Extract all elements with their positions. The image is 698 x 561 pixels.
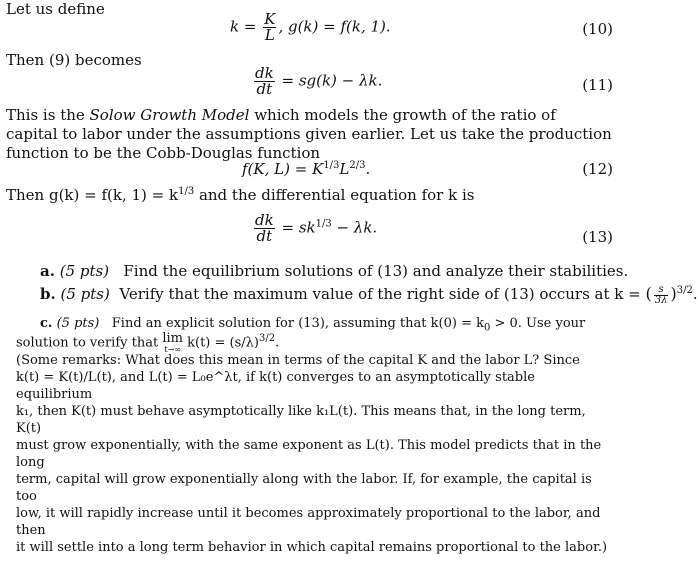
remarks-line-4: must grow exponentially, with the same exponent as L(t). This model predicts that in the long [16, 438, 602, 470]
para1-pre: This is the [6, 106, 90, 124]
equation-13 [252, 213, 377, 244]
eq12-body: f(K, L) = K [242, 160, 324, 178]
item-b-fraction [654, 285, 669, 306]
then-9-line: Then (9) becomes [6, 51, 142, 69]
item-c [40, 316, 585, 334]
item-c-sup: 3/2 [258, 333, 276, 344]
item-c-text: Find an explicit solution for (13), assuming that k(0) = k [111, 316, 484, 331]
limit-operator [162, 333, 183, 354]
eq13-frac-den: dt [254, 228, 275, 244]
lim-subscript: t→∞ [164, 345, 181, 354]
equation-11 [252, 66, 382, 97]
item-b: b. (5 pts) Verify that the maximum value of the right side of (13) occurs at k = ( $\frac{s}{3\lambda}$ )$^{3/2}$. [40, 283, 698, 306]
remarks-line-6: low, it will rapidly increase until it becomes approximately proportional to the labor, and then [16, 506, 601, 538]
eq12-mid: L [339, 160, 350, 178]
equation-12 [242, 160, 370, 178]
item-c-end: . [275, 335, 280, 351]
then-gk-line [6, 186, 474, 204]
eq12-sup1: 1/3 [323, 160, 340, 171]
item-c-text2: > 0. Use your [490, 316, 586, 331]
item-c-line2 [16, 333, 279, 354]
eq13-rhs-post: − λk. [331, 218, 378, 237]
lim-word: lim [162, 331, 183, 346]
item-c-line2-post: k(t) = (s/λ) [183, 335, 259, 351]
eq10-lhs: k = [230, 17, 257, 36]
item-b-frac-den: 3λ [654, 294, 668, 306]
eq12-number: (12) [582, 160, 613, 178]
eq10-fraction [263, 12, 276, 43]
eq12-sup2: 2/3 [349, 160, 366, 171]
equation-10 [230, 12, 391, 43]
eq11-fraction [254, 66, 275, 97]
remarks-block [16, 352, 614, 556]
solow-paragraph [6, 106, 612, 163]
eq11-rhs: = sg(k) − λk. [281, 71, 383, 90]
eq13-fraction [254, 213, 275, 244]
eq13-number: (13) [582, 228, 613, 246]
para1-post: which models the growth of the ratio of capital to labor under the assumptions given earlier. Let us take the production function to be the Cobb-Douglas function [6, 106, 612, 162]
line3-post: and the differential equation for k is [194, 186, 475, 204]
eq10-frac-num: K [264, 10, 276, 28]
eq11-frac-den: dt [254, 81, 275, 97]
line3-sup: 1/3 [178, 186, 195, 197]
item-c-sub: 0 [483, 322, 491, 334]
remarks-line-5: term, capital will grow exponentially along with the labor. If, for example, the capital is too [16, 472, 592, 504]
eq10-number: (10) [582, 20, 613, 38]
remarks-line-1: (Some remarks: What does this mean in terms of the capital K and the labor L? Since [16, 353, 580, 368]
eq10-rhs: , g(k) = f(k, 1). [278, 17, 391, 36]
item-a [40, 262, 628, 280]
remarks-line-3: k₁, then K(t) must behave asymptotically like k₁L(t). This means that, in the long term, K(t) [16, 404, 586, 436]
remarks-line-2: k(t) = K(t)/L(t), and L(t) = L₀e^λt, if k(t) converges to an asymptotically stable equilibrium [16, 370, 535, 402]
item-c-label: c. [40, 316, 53, 331]
para1-emphasis: Solow Growth Model [89, 106, 250, 124]
intro-line: Let us define [6, 0, 105, 18]
item-b-end: . [692, 285, 698, 303]
eq10-frac-den: L [264, 26, 275, 44]
item-a-text: Find the equilibrium solutions of (13) and analyze their stabilities. [123, 262, 629, 280]
eq13-frac-num: dk [255, 211, 274, 229]
item-b-label: b. [40, 285, 56, 303]
item-b-sup: 3/2 [676, 285, 693, 296]
item-c-line2-pre: solution to verify that [16, 335, 159, 351]
eq11-number: (11) [582, 76, 613, 94]
item-b-text: Verify that the maximum value of the right side of (13) occurs at k = [119, 285, 641, 303]
item-a-label: a. [40, 262, 55, 280]
line3-pre: Then g(k) = f(k, 1) = k [6, 186, 179, 204]
eq12-end: . [365, 160, 371, 178]
remarks-line-7: it will settle into a long term behavior in which capital remains proportional to the labor.) [16, 540, 608, 555]
item-b-points: (5 pts) [60, 285, 110, 303]
eq13-rhs-pre: = sk [281, 218, 316, 237]
eq11-frac-num: dk [255, 64, 274, 82]
item-b-frac-num: s [658, 283, 664, 295]
item-c-points: (5 pts) [56, 316, 100, 331]
eq13-sup: 1/3 [315, 218, 332, 230]
item-a-points: (5 pts) [59, 262, 110, 280]
